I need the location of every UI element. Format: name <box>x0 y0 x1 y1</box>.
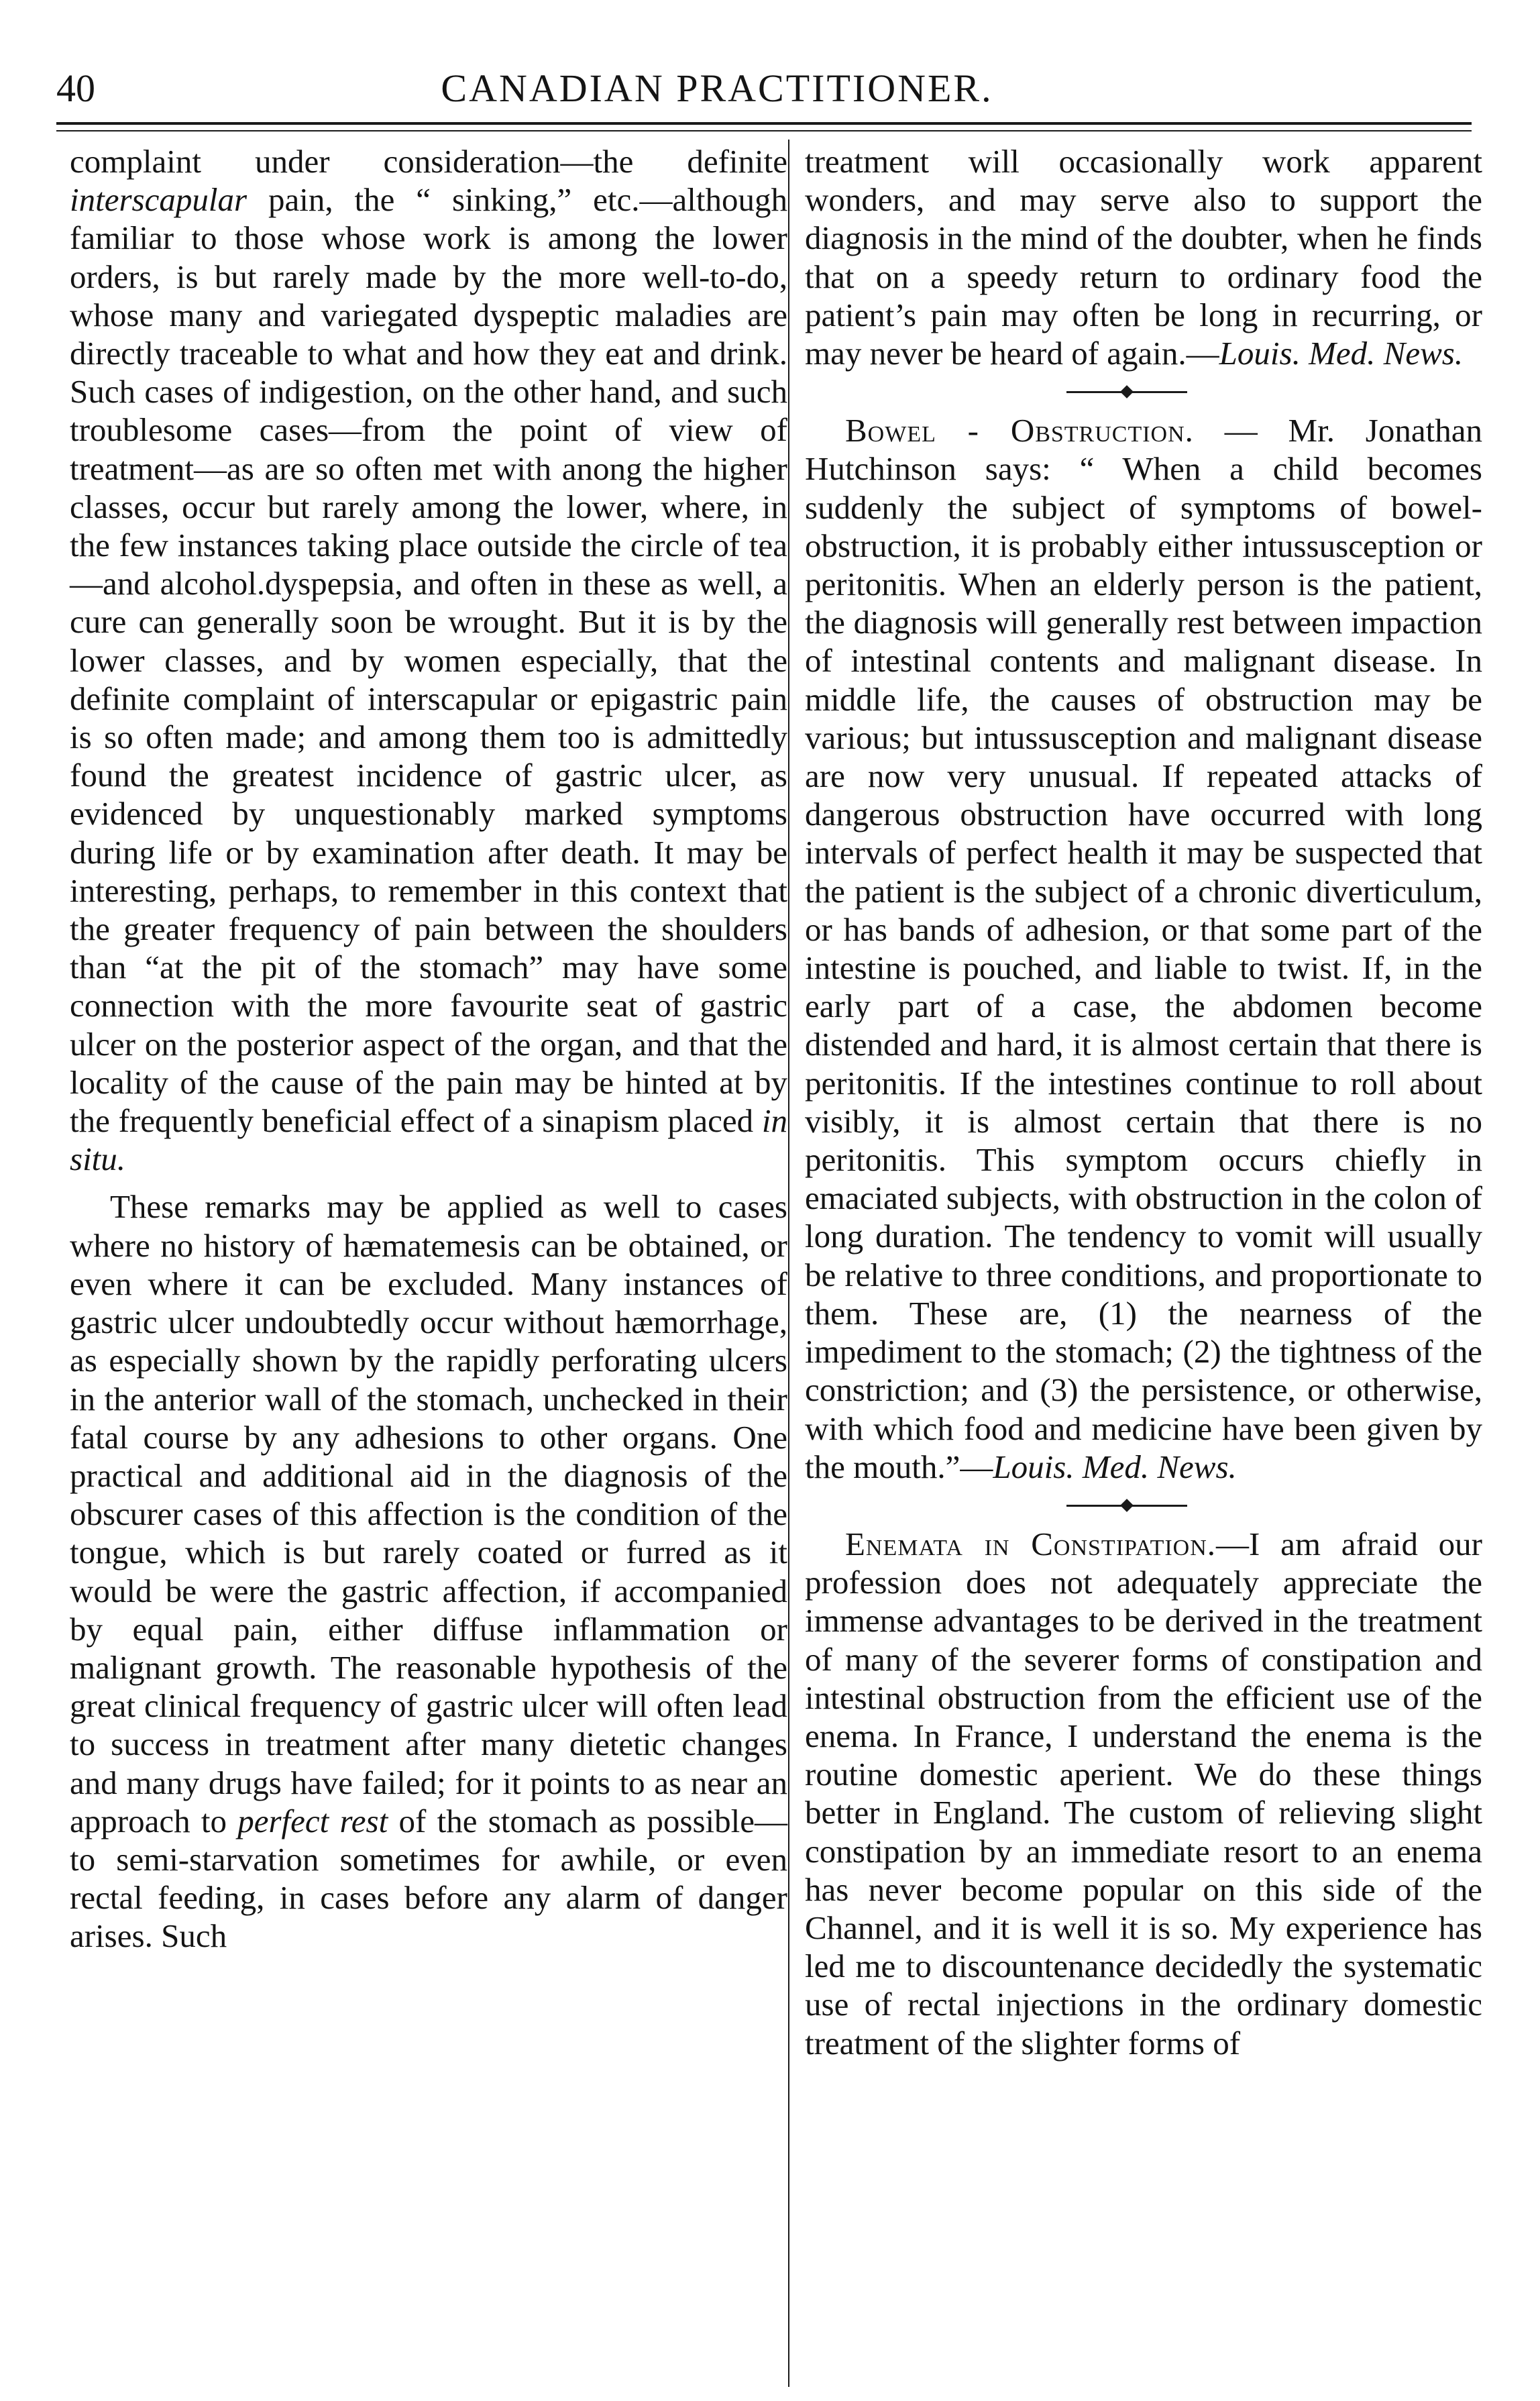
enemata-article <box>805 1525 1482 2062</box>
text-run: treatment will occasionally work apparent wonders, and may serve also to support the diagnosis in the mind of the doubter, when he finds that on a speedy return to ordinary food the patient’s pain may often be long in recurring, or may never be heard of again.— <box>805 143 1482 372</box>
header-rule-thick <box>56 122 1472 125</box>
left-paragraph-1 <box>70 142 787 1178</box>
page-number: 40 <box>56 66 95 110</box>
italic-run: in situ. <box>70 1102 787 1178</box>
section-heading: Bowel - Obstruction. <box>845 412 1194 449</box>
left-column <box>70 142 787 1956</box>
journal-title: CANADIAN PRACTITIONER. <box>441 66 993 110</box>
section-heading: Enemata in Constipation. <box>845 1525 1217 1562</box>
italic-run: perfect rest <box>237 1802 388 1839</box>
section-separator <box>805 1486 1482 1525</box>
text-run: —I am afraid our profession does not adequately appreciate the immense advantages to be derived in the treatment of many of the severer forms of constipation and intestinal obstruction from the efficient use of the enema. In France, I understand the enema is the routine domestic aperient. We do these things better in England. The custom of relieving slight constipation by an immediate resort to an enema has never become popular on this side of the Channel, and it is well it is so. My experience has led me to discountenance decidedly the systematic use of rectal injections in the ordinary domestic treatment of the slighter forms of <box>805 1525 1483 2062</box>
text-run: complaint under consideration—the definite <box>70 143 787 180</box>
bowel-obstruction-article <box>805 411 1482 1486</box>
text-run: — Mr. Jonathan Hutchinson says: “ When a child becomes suddenly the subject of symptoms of bowel-obstruction, it is probably either intussusception or peritonitis. When an elderly person is the patient, the diagnosis will generally rest between impaction of intestinal contents and malignant disease. In middle life, the causes of obstruction may be various; but intussusception and malignant disease are now very unusual. If repeated attacks of dangerous obstruction have occurred with long intervals of perfect health it may be suspected that the patient is the subject of a chronic diverticulum, or has bands of adhesion, or that some part of the intestine is pouched, and liable to twist. If, in the early part of a case, the abdomen become distended and hard, it is almost certain that there is peritonitis. If the intestines continue to roll about visibly, it is almost certain that there is no peritonitis. This symptom occurs chiefly in emaciated subjects, with obstruction in the colon of long duration. The tendency to vomit will usually be relative to three conditions, and proportionate to them. These are, (1) the nearness of the impediment to the stomach; (2) the tightness of the constriction; and (3) the persistence, or otherwise, with which food and medicine have been given by the mouth.”— <box>805 412 1482 1485</box>
right-paragraph-1 <box>805 142 1482 372</box>
left-paragraph-2 <box>70 1187 787 1955</box>
text-run: pain, the “ sinking,” etc.—although familiar to those whose work is among the lower orders, is but rarely made by the more well-to-do, whose many and variegated dyspeptic maladies are directly traceable to what and how they eat and drink. Such cases of indigestion, on the other hand, and such troublesome cases—from the point of view of treatment—as are so often met with anong the higher classes, occur but rarely among the lower, where, in the few instances taking place outside the circle of tea—and alcohol.dyspepsia, and often in these as well, a cure can generally soon be wrought. But it is by the lower classes, and by women especially, that the definite complaint of interscapular or epigastric pain is so often made; and among them too is admittedly found the greatest incidence of gastric ulcer, as evidenced by unquestionably marked symptoms during life or by examination after death. It may be interesting, perhaps, to remember in this context that the greater frequency of pain between the shoulders than “at the pit of the stomach” may have some connection with the more favourite seat of gastric ulcer on the posterior aspect of the organ, and that the locality of the cause of the pain may be hinted at by the frequently beneficial effect of a sinapism placed <box>70 181 787 1140</box>
column-divider <box>788 140 789 2387</box>
section-separator <box>805 372 1482 411</box>
header-rule-thin <box>56 130 1472 131</box>
page-header <box>56 62 1472 122</box>
text-run: These remarks may be applied as well to cases where no history of hæmatemesis can be obtained, or even where it can be excluded. Many instances of gastric ulcer undoubtedly occur without hæmorrhage, as especially shown by the rapidly perforating ulcers in the anterior wall of the stomach, unchecked in their fatal course by any adhesions to other organs. One practical and additional aid in the diagnosis of the obscurer cases of this affection is the condition of the tongue, which is but rarely coated or furred as it would be were the gastric affection, if accompanied by equal pain, either diffuse inflammation or malignant growth. The reasonable hypothesis of the great clinical frequency of gastric ulcer will often lead to success in treatment after many dietetic changes and many drugs have failed; for it points to as near an approach to <box>70 1188 787 1839</box>
text-run: of the stomach as possible—to semi-starvation sometimes for awhile, or even rectal feeding, in cases before any alarm of danger arises. Such <box>70 1802 787 1955</box>
right-column <box>805 142 1482 2062</box>
italic-run: interscapular <box>70 181 248 219</box>
italic-run: Louis. Med. News. <box>1219 335 1464 372</box>
italic-run: Louis. Med. News. <box>993 1448 1237 1485</box>
